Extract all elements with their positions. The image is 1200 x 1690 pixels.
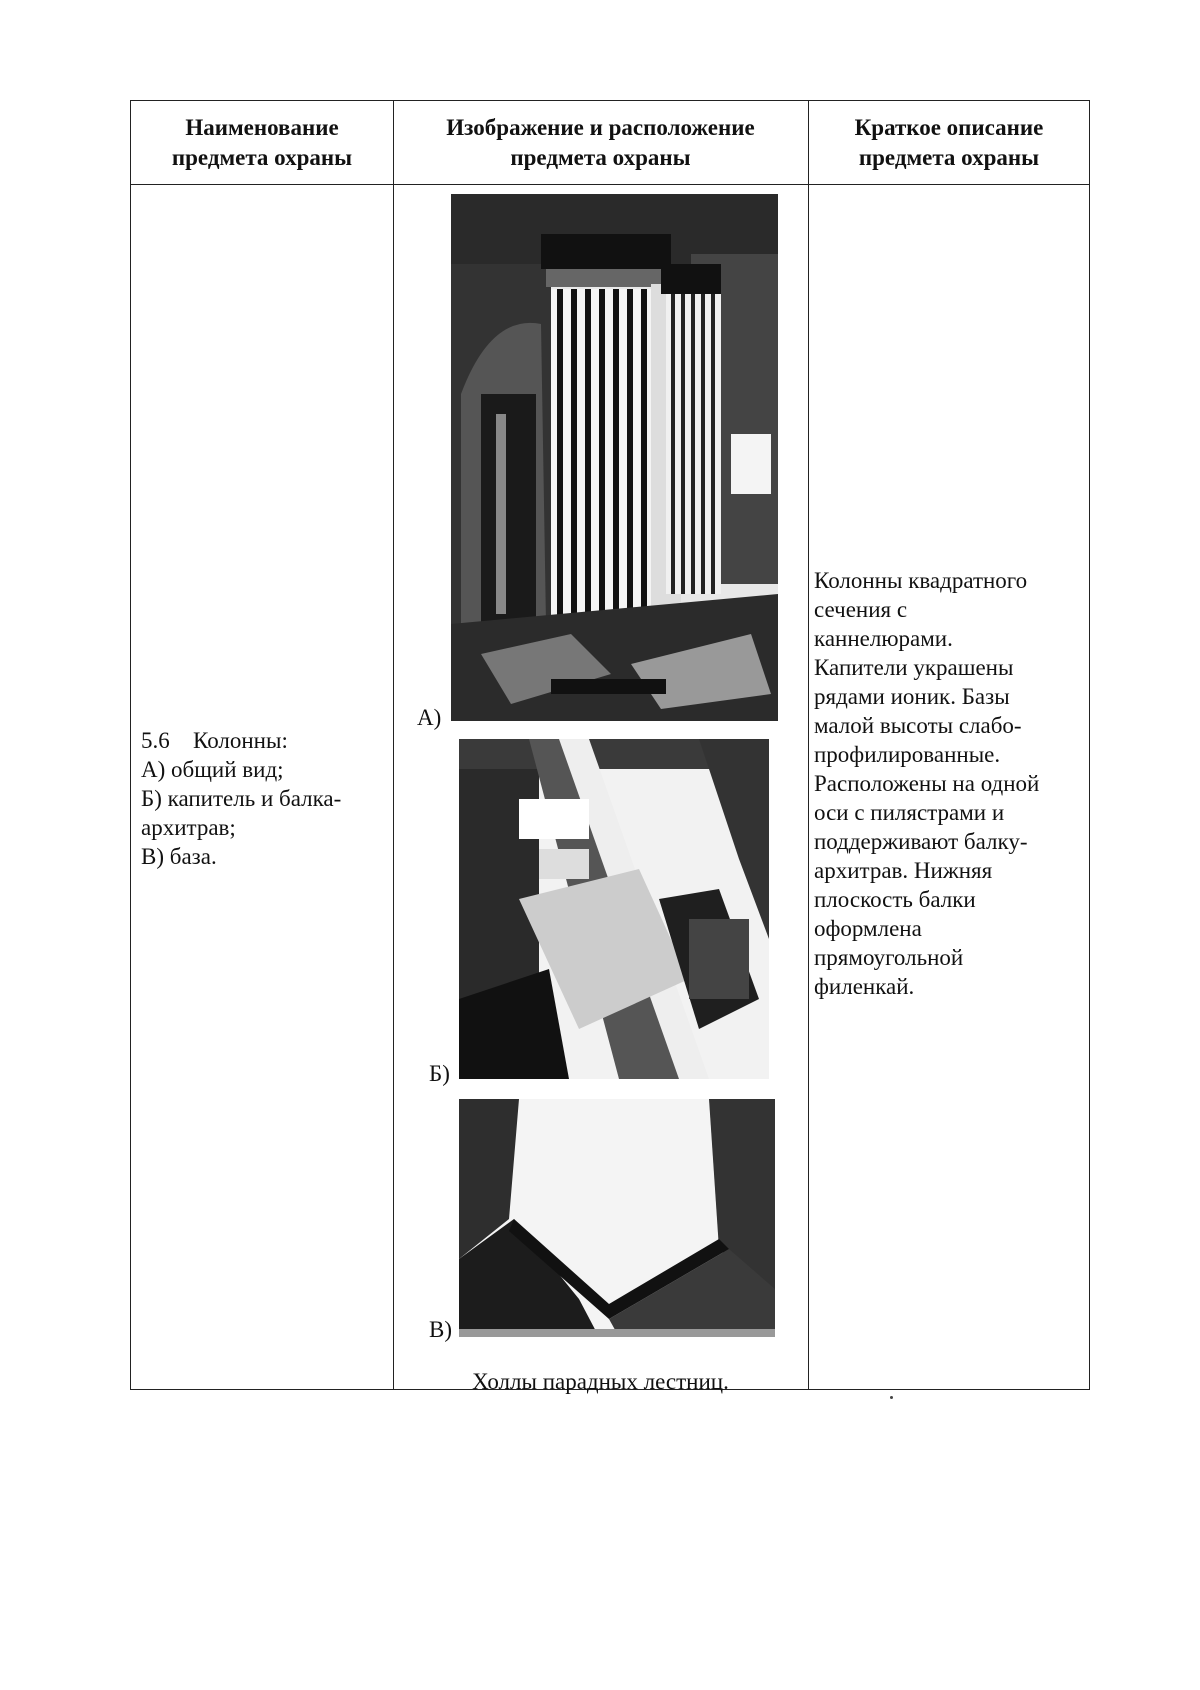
header-image-line-2: предмета охраны <box>510 144 691 170</box>
header-description-line-2: предмета охраны <box>858 144 1040 170</box>
description-line: Расположены на одной <box>814 771 1040 796</box>
description-line: каннелюрами. <box>814 626 953 651</box>
header-divider <box>131 184 1089 185</box>
description-line: оси с пилястрами и <box>814 800 1005 825</box>
name-line: Колонны: <box>193 728 288 753</box>
name-line: А) общий вид; <box>141 757 284 782</box>
name-line: Б) капитель и балка- <box>141 786 342 811</box>
photo-column-base <box>459 1099 775 1337</box>
description-line: Капители украшены <box>814 655 1014 680</box>
object-name-cell <box>141 726 386 871</box>
description-line: малой высоты слабо- <box>814 713 1022 738</box>
item-number: 5.6 <box>141 728 170 753</box>
column-divider <box>808 101 809 1389</box>
column-divider <box>393 101 394 1389</box>
photo-b-label: Б) <box>429 1061 450 1086</box>
header-description-line-1: Краткое описание <box>854 114 1044 140</box>
description-line: Колонны квадратного <box>814 568 1028 593</box>
header-name-line-1: Наименование <box>185 114 339 140</box>
header-name <box>131 101 393 184</box>
description-line: плоскость балки <box>814 887 976 912</box>
photo-column-general-view <box>451 194 778 721</box>
name-line: архитрав; <box>141 815 236 840</box>
scan-speck <box>890 1396 893 1399</box>
description-line: филенкай. <box>814 974 915 999</box>
header-description <box>808 101 1090 184</box>
protected-object-table <box>130 100 1090 1394</box>
description-line: архитрав. Нижняя <box>814 858 993 883</box>
description-line: поддерживают балку- <box>814 829 1028 854</box>
photo-c-label: В) <box>429 1317 452 1342</box>
header-name-line-2: предмета охраны <box>171 144 353 170</box>
photo-caption: Холлы парадных лестниц. <box>472 1369 729 1394</box>
header-image-line-1: Изображение и расположение <box>446 114 755 140</box>
description-line: сечения с <box>814 597 908 622</box>
description-line: прямоугольной <box>814 945 964 970</box>
photo-capital-architrave <box>459 739 769 1079</box>
description-line: рядами ионик. Базы <box>814 684 1010 709</box>
description-line: профилированные. <box>814 742 1001 767</box>
description-line: оформлена <box>814 916 922 941</box>
name-line: В) база. <box>141 844 217 869</box>
photo-a-label: А) <box>417 705 442 730</box>
description-cell <box>814 566 1084 1001</box>
header-image <box>393 101 808 184</box>
